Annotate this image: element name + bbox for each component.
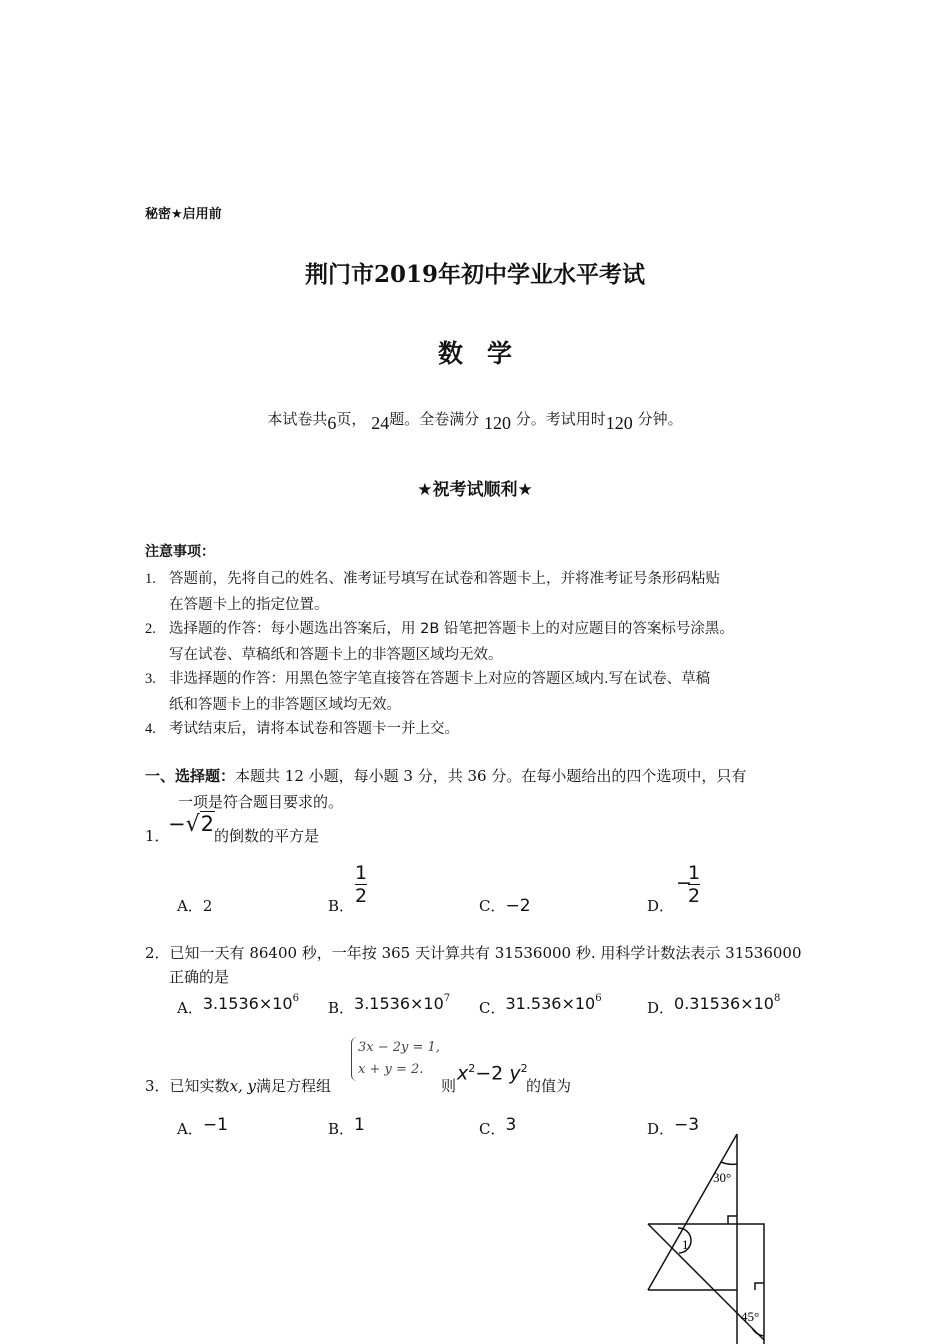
option-letter: A． — [177, 999, 203, 1017]
question-number: 2． — [145, 944, 170, 962]
option-value: 0.31536×10 — [674, 994, 774, 1013]
option-value: 3.1536×10 — [202, 994, 293, 1013]
option-letter: C． — [479, 999, 506, 1017]
figure-hypotenuse — [648, 1134, 737, 1290]
info-pages: 6 — [327, 413, 337, 433]
option-d-letter: D． — [647, 897, 675, 915]
exponent: 7 — [443, 993, 451, 1004]
option-letter: A． — [177, 897, 203, 915]
question-text: 的倒数的平方是 — [214, 827, 320, 845]
note-text: 考试结束后，请将本试卷和答题卡一并上交。 — [169, 721, 459, 737]
question-text-cont: 正确的是 — [169, 968, 230, 986]
info-text: 本试卷共 — [267, 410, 328, 428]
question-text: 满足方程组 — [256, 1077, 332, 1095]
option-b — [328, 993, 451, 1018]
section-heading — [145, 765, 746, 786]
option-letter: A． — [177, 1120, 203, 1138]
q1-expression: −√2 — [168, 812, 215, 837]
option-value: 3 — [505, 1115, 517, 1135]
question-number: 1． — [145, 827, 170, 845]
exponent: 6 — [595, 993, 602, 1004]
note-item-cont: 写在试卷、草稿纸和答题卡上的非答题区域均无效。 — [169, 647, 503, 663]
option-d-fraction — [688, 862, 700, 907]
radicand: 2 — [200, 812, 215, 836]
question-line — [145, 942, 802, 963]
note-number: 3. — [145, 671, 156, 687]
option-value: 31.536×10 — [505, 994, 596, 1013]
var-y: y — [509, 1062, 521, 1085]
note-text: 选择题的作答：每小题选出答案后，用 2B 铅笔把答题卡上的对应题目的答案标号涂黑。 — [169, 621, 734, 637]
equation: x + y = 2. — [358, 1062, 424, 1077]
good-luck-banner: ★祝考试顺利★ — [417, 480, 533, 500]
info-score: 120 — [484, 413, 511, 433]
exam-info — [0, 408, 950, 433]
info-text: 题。全卷满分 — [389, 410, 480, 428]
question-text: 已知实数 — [169, 1077, 230, 1095]
minus-sign: − — [168, 812, 186, 836]
note-item — [145, 567, 720, 588]
info-minutes: 120 — [605, 413, 633, 433]
option-a — [177, 895, 212, 916]
q3-expression — [457, 1062, 528, 1084]
option-a — [177, 1115, 228, 1139]
denominator: 2 — [355, 885, 368, 907]
denominator: 2 — [688, 885, 701, 907]
option-value: −2 — [505, 896, 531, 916]
note-item-cont: 纸和答题卡上的非答题区域均无效。 — [169, 697, 401, 713]
option-b-letter: B． — [328, 897, 355, 915]
note-item — [145, 667, 710, 688]
option-letter: B． — [328, 1120, 355, 1138]
question-text: 已知一天有 86400 秒，一年按 365 天计算共有 31536000 秒. 用科学计数法表示 31536000 — [169, 944, 802, 962]
angle-label-1: 1 — [682, 1237, 689, 1252]
option-letter: C． — [479, 1120, 506, 1138]
section-text: 本题共 12 小题，每小题 3 分，共 36 分。在每小题给出的四个选项中，只有 — [235, 767, 747, 785]
subject-title: 数学 — [437, 339, 536, 368]
option-value: −3 — [674, 1115, 700, 1135]
option-letter: D． — [647, 999, 675, 1017]
option-d-sign: − — [676, 872, 692, 894]
geometry-figure — [640, 1125, 775, 1344]
option-value: −1 — [202, 1115, 228, 1135]
exponent: 2 — [468, 1062, 476, 1075]
note-number: 1. — [145, 571, 156, 587]
option-value: 1 — [354, 1115, 365, 1135]
numerator: 1 — [355, 862, 368, 884]
secret-label: 秘密★启用前 — [145, 207, 222, 222]
exponent: 6 — [292, 993, 299, 1004]
option-letter: D． — [647, 1120, 675, 1138]
info-questions: 24 — [371, 413, 390, 433]
note-number: 2. — [145, 621, 156, 637]
note-item — [145, 617, 734, 638]
option-b — [328, 1115, 365, 1139]
option-letter: C． — [479, 897, 506, 915]
info-text: 分钟。 — [637, 410, 683, 428]
note-text: 非选择题的作答：用黑色签字笔直接答在答题卡上对应的答题区域内.写在试卷、草稿 — [169, 671, 711, 687]
notes-heading: 注意事项： — [145, 544, 215, 560]
angle-arc-30 — [721, 1162, 737, 1164]
option-c — [479, 993, 602, 1018]
exponent: 8 — [773, 993, 781, 1004]
variables: x, y — [229, 1077, 257, 1095]
note-number: 4. — [145, 721, 156, 737]
question-line — [145, 1075, 331, 1096]
option-c — [479, 1115, 517, 1139]
angle-label-30: 30° — [713, 1170, 732, 1185]
right-angle-mark — [728, 1216, 737, 1224]
exam-title: 荆门市2019年初中学业水平考试 — [304, 261, 645, 288]
coefficient: −2 — [475, 1062, 504, 1085]
equation-system — [351, 1037, 440, 1081]
question-text: 则 — [441, 1077, 457, 1095]
option-b-fraction — [355, 862, 367, 907]
numerator: 1 — [688, 862, 701, 884]
exponent: 2 — [520, 1062, 528, 1075]
angle-label-45: 45° — [741, 1309, 760, 1324]
info-text: 页， — [336, 410, 367, 428]
section-text-cont: 一项是符合题目要求的。 — [178, 793, 344, 811]
option-c — [479, 895, 531, 916]
var-x: x — [457, 1062, 469, 1085]
option-a — [177, 993, 299, 1018]
note-text: 答题前，先将自己的姓名、准考证号填写在试卷和答题卡上，并将准考证号条形码粘贴 — [169, 571, 720, 587]
question-text: 的值为 — [526, 1077, 572, 1095]
equation: 3x − 2y = 1, — [358, 1040, 440, 1055]
option-d — [647, 993, 781, 1018]
info-text: 分。考试用时 — [515, 410, 606, 428]
option-value: 2 — [202, 897, 213, 915]
option-letter: B． — [328, 999, 355, 1017]
note-item-cont: 在答题卡上的指定位置。 — [169, 597, 329, 613]
section-label: 一、选择题： — [145, 767, 236, 785]
note-item — [145, 717, 459, 738]
question-number: 3． — [145, 1077, 170, 1095]
right-angle-mark — [755, 1283, 764, 1290]
option-value: 3.1536×10 — [354, 994, 444, 1013]
